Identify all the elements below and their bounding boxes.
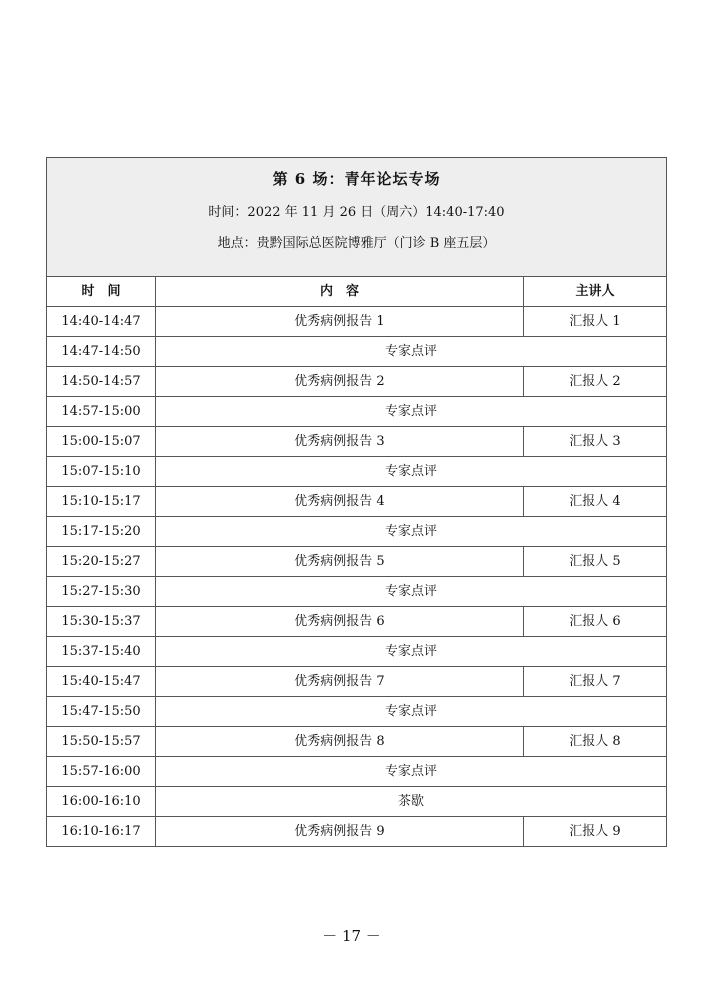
row-content: 茶歇	[156, 787, 667, 817]
row-time: 15:07-15:10	[47, 457, 156, 487]
column-header-time: 时 间	[47, 277, 156, 307]
table-row	[47, 397, 667, 427]
row-content: 优秀病例报告 6	[156, 607, 524, 637]
row-time: 15:30-15:37	[47, 607, 156, 637]
row-time: 15:37-15:40	[47, 637, 156, 667]
row-content: 优秀病例报告 8	[156, 727, 524, 757]
row-time: 15:40-15:47	[47, 667, 156, 697]
row-speaker: 汇报人 6	[524, 607, 667, 637]
row-content: 优秀病例报告 9	[156, 817, 524, 847]
row-time: 15:17-15:20	[47, 517, 156, 547]
row-content: 专家点评	[156, 397, 667, 427]
table-row	[47, 337, 667, 367]
row-time: 15:10-15:17	[47, 487, 156, 517]
table-row	[47, 517, 667, 547]
table-row	[47, 817, 667, 847]
column-header-content: 内 容	[156, 277, 524, 307]
row-content: 专家点评	[156, 517, 667, 547]
table-row	[47, 367, 667, 397]
row-time: 14:50-14:57	[47, 367, 156, 397]
table-row	[47, 457, 667, 487]
table-row	[47, 727, 667, 757]
table-row	[47, 547, 667, 577]
row-time: 15:27-15:30	[47, 577, 156, 607]
column-header-speaker: 主讲人	[524, 277, 667, 307]
row-speaker: 汇报人 2	[524, 367, 667, 397]
table-row	[47, 757, 667, 787]
row-time: 16:10-16:17	[47, 817, 156, 847]
session-header	[47, 158, 667, 277]
session-header-row	[47, 158, 667, 277]
row-speaker: 汇报人 9	[524, 817, 667, 847]
session-title: 第 6 场：青年论坛专场	[272, 170, 441, 188]
table-row	[47, 487, 667, 517]
row-content: 专家点评	[156, 577, 667, 607]
session-place: 地点：贵黔国际总医院博雅厅（门诊 B 座五层）	[217, 236, 496, 251]
row-content: 优秀病例报告 1	[156, 307, 524, 337]
table-row	[47, 307, 667, 337]
row-speaker: 汇报人 5	[524, 547, 667, 577]
row-speaker: 汇报人 1	[524, 307, 667, 337]
table-row	[47, 787, 667, 817]
column-header-row	[47, 277, 667, 307]
row-time: 16:00-16:10	[47, 787, 156, 817]
row-time: 14:47-14:50	[47, 337, 156, 367]
row-content: 专家点评	[156, 697, 667, 727]
row-content: 专家点评	[156, 757, 667, 787]
session-time: 时间：2022 年 11 月 26 日（周六）14:40-17:40	[208, 205, 505, 220]
table-row	[47, 637, 667, 667]
row-content: 优秀病例报告 4	[156, 487, 524, 517]
row-content: 优秀病例报告 7	[156, 667, 524, 697]
row-time: 14:40-14:47	[47, 307, 156, 337]
row-time: 15:50-15:57	[47, 727, 156, 757]
row-speaker: 汇报人 8	[524, 727, 667, 757]
row-content: 专家点评	[156, 457, 667, 487]
table-row	[47, 667, 667, 697]
page-number: － 17 －	[322, 927, 381, 945]
row-time: 14:57-15:00	[47, 397, 156, 427]
row-time: 15:47-15:50	[47, 697, 156, 727]
row-content: 优秀病例报告 2	[156, 367, 524, 397]
table-row	[47, 697, 667, 727]
schedule-table	[46, 157, 667, 847]
table-row	[47, 427, 667, 457]
schedule-body	[47, 307, 667, 847]
row-time: 15:20-15:27	[47, 547, 156, 577]
table-row	[47, 607, 667, 637]
row-content: 专家点评	[156, 637, 667, 667]
row-time: 15:57-16:00	[47, 757, 156, 787]
row-content: 优秀病例报告 3	[156, 427, 524, 457]
row-speaker: 汇报人 7	[524, 667, 667, 697]
row-time: 15:00-15:07	[47, 427, 156, 457]
row-speaker: 汇报人 4	[524, 487, 667, 517]
row-content: 专家点评	[156, 337, 667, 367]
row-speaker: 汇报人 3	[524, 427, 667, 457]
table-row	[47, 577, 667, 607]
row-content: 优秀病例报告 5	[156, 547, 524, 577]
